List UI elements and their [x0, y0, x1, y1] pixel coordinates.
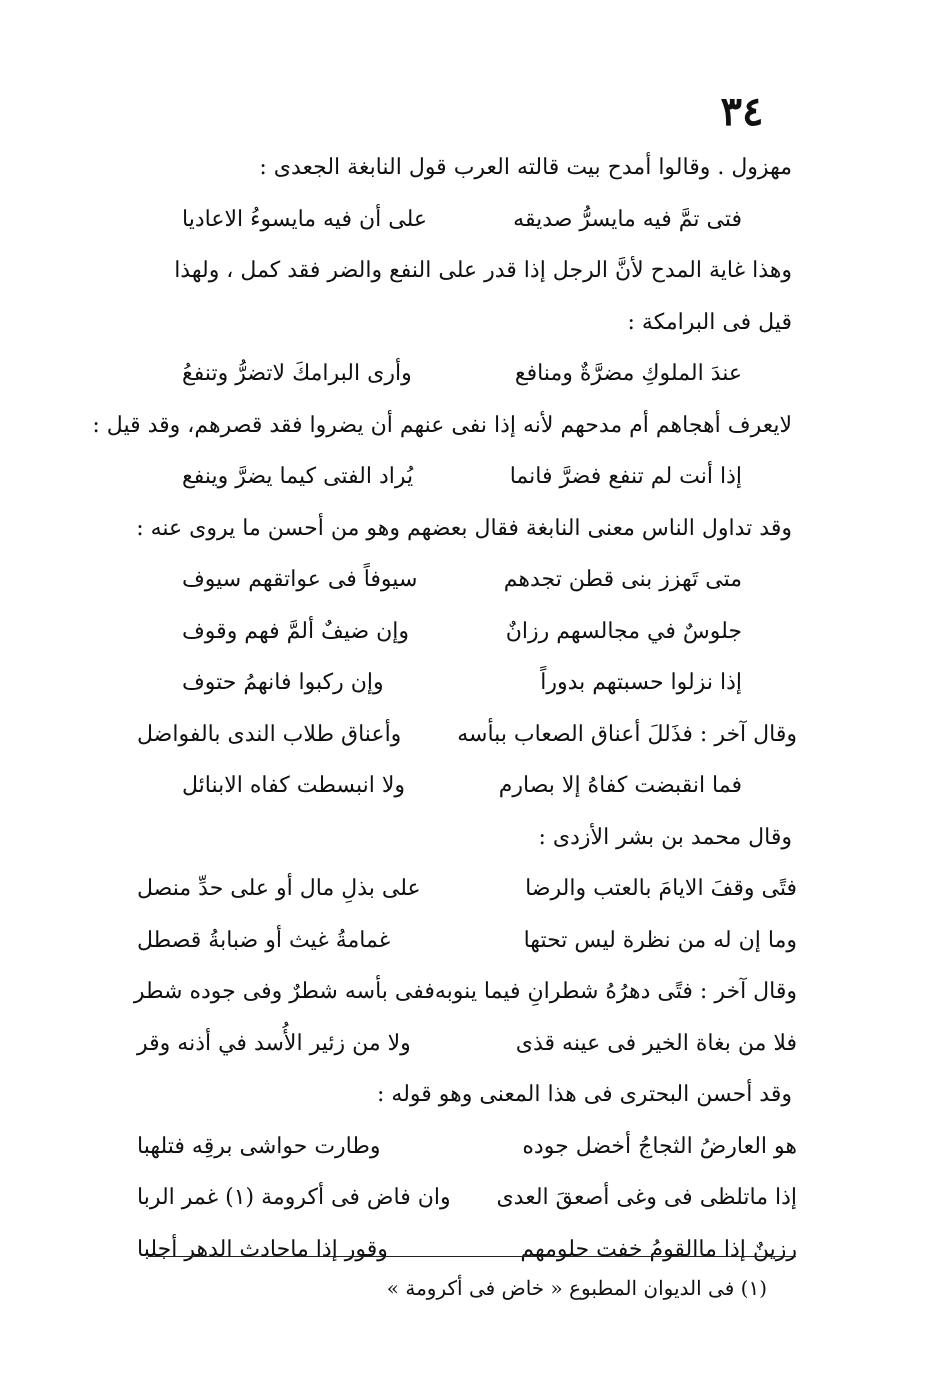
prose-line: وقد تداول الناس معنى النابغة فقال بعضهم وهو من أحسن ما يروى عنه : — [136, 516, 792, 541]
verse-second-hemistich: غمامةُ غيث أو ضبابةُ قصطل — [137, 928, 391, 953]
footnote: (١) فى الديوان المطبوع « خاض فى أكرومة » — [386, 1276, 767, 1300]
prose-line: مهزول . وقالوا أمدح بيت قالته العرب قول النابغة الجعدى : — [259, 155, 792, 180]
verse-first-hemistich: عندَ الملوكِ مضرَّةٌ ومنافع — [514, 361, 742, 386]
verse-line — [137, 921, 797, 961]
verse-first-hemistich: جلوسٌ في مجالسهم رزانٌ — [505, 619, 742, 644]
verse-second-hemistich: ولا من زئير الأُسد في أذنه وقر — [137, 1031, 411, 1056]
verse-line — [182, 766, 742, 806]
verse-first-hemistich: وقال آخر : فذَللَ أعناق الصعاب ببأسه — [457, 722, 797, 747]
verse-second-hemistich: وإن ركبوا فانهمُ حتوف — [182, 670, 384, 695]
verse-second-hemistich: يُراد الفتى كيما يضرَّ وينفع — [182, 464, 414, 489]
prose-line: لايعرف أهجاهم أم مدحهم لأنه إذا نفى عنهم أن يضروا فقد قصرهم، وقد قيل : — [92, 413, 792, 438]
verse-line — [133, 972, 797, 1012]
verse-line — [182, 200, 742, 240]
verse-line — [137, 1024, 797, 1064]
verse-line — [182, 457, 742, 497]
prose-line: وقد أحسن البحترى فى هذا المعنى وهو قوله : — [377, 1082, 792, 1107]
page-number: ٣٤ — [720, 88, 764, 135]
verse-first-hemistich: فما انقبضت كفاهُ إلا بصارم — [498, 773, 742, 798]
verse-second-hemistich: سيوفاً فى عواتقهم سيوف — [182, 567, 418, 592]
verse-first-hemistich: فتًى وقفَ الايامَ بالعتب والرضا — [525, 876, 797, 901]
verse-first-hemistich: إذا أنت لم تنفع فضرَّ فانما — [509, 464, 742, 489]
verse-first-hemistich: فتى تمَّ فيه مايسرُّ صديقه — [513, 207, 742, 232]
verse-first-hemistich: متى تَهزز بنى قطن تجدهم — [503, 567, 742, 592]
verse-second-hemistich: وان فاض فى أكرومة (١) غمر الربا — [137, 1185, 451, 1210]
footnote-separator — [148, 1256, 796, 1257]
verse-first-hemistich: وقال آخر : فتًى دهرُهُ شطرانِ فيما ينوبه — [434, 979, 797, 1004]
verse-second-hemistich: على بذلِ مال أو على حدِّ منصل — [137, 876, 421, 901]
verse-second-hemistich: ففى بأسه شطرٌ وفى جوده شطر — [133, 979, 435, 1004]
verse-first-hemistich: إذا نزلوا حسبتهم بدوراً — [540, 670, 742, 695]
verse-second-hemistich: وأعناق طلاب الندى بالفواضل — [137, 722, 402, 747]
verse-first-hemistich: رزينٌ إذا ماالقومُ خفت حلومهم — [520, 1237, 797, 1262]
verse-second-hemistich: ولا انبسطت كفاه الابنائل — [182, 773, 406, 798]
prose-line: وقال محمد بن بشر الأزدى : — [538, 825, 792, 850]
verse-line — [137, 1178, 797, 1218]
verse-first-hemistich: وما إن له من نظرة ليس تحتها — [523, 928, 797, 953]
verse-first-hemistich: إذا ماتلظى فى وغى أصعقَ العدى — [496, 1185, 797, 1210]
prose-line: وهذا غاية المدح لأنَّ الرجل إذا قدر على النفع والضر فقد كمل ، ولهذا — [174, 258, 792, 283]
verse-line — [137, 1230, 797, 1270]
verse-line — [182, 354, 742, 394]
verse-line — [137, 1127, 797, 1167]
verse-second-hemistich: على أن فيه مايسوءُ الاعاديا — [182, 207, 427, 232]
verse-second-hemistich: وإن ضيفٌ ألمَّ فهم وقوف — [182, 619, 410, 644]
verse-first-hemistich: هو العارضُ الثجاجُ أخضل جوده — [522, 1134, 797, 1159]
verse-line — [137, 715, 797, 755]
verse-line — [182, 612, 742, 652]
verse-line — [182, 663, 742, 703]
prose-line: قيل فى البرامكة : — [627, 310, 792, 335]
verse-first-hemistich: فلا من بغاة الخير فى عينه قذى — [515, 1031, 797, 1056]
verse-line — [182, 560, 742, 600]
verse-line — [137, 869, 797, 909]
verse-second-hemistich: وقور إذا ماحادث الدهر أجلبا — [137, 1237, 388, 1262]
verse-second-hemistich: وأرى البرامكَ لاتضرُّ وتنفعُ — [182, 361, 412, 386]
verse-second-hemistich: وطارت حواشى برقِه فتلهبا — [137, 1134, 381, 1159]
